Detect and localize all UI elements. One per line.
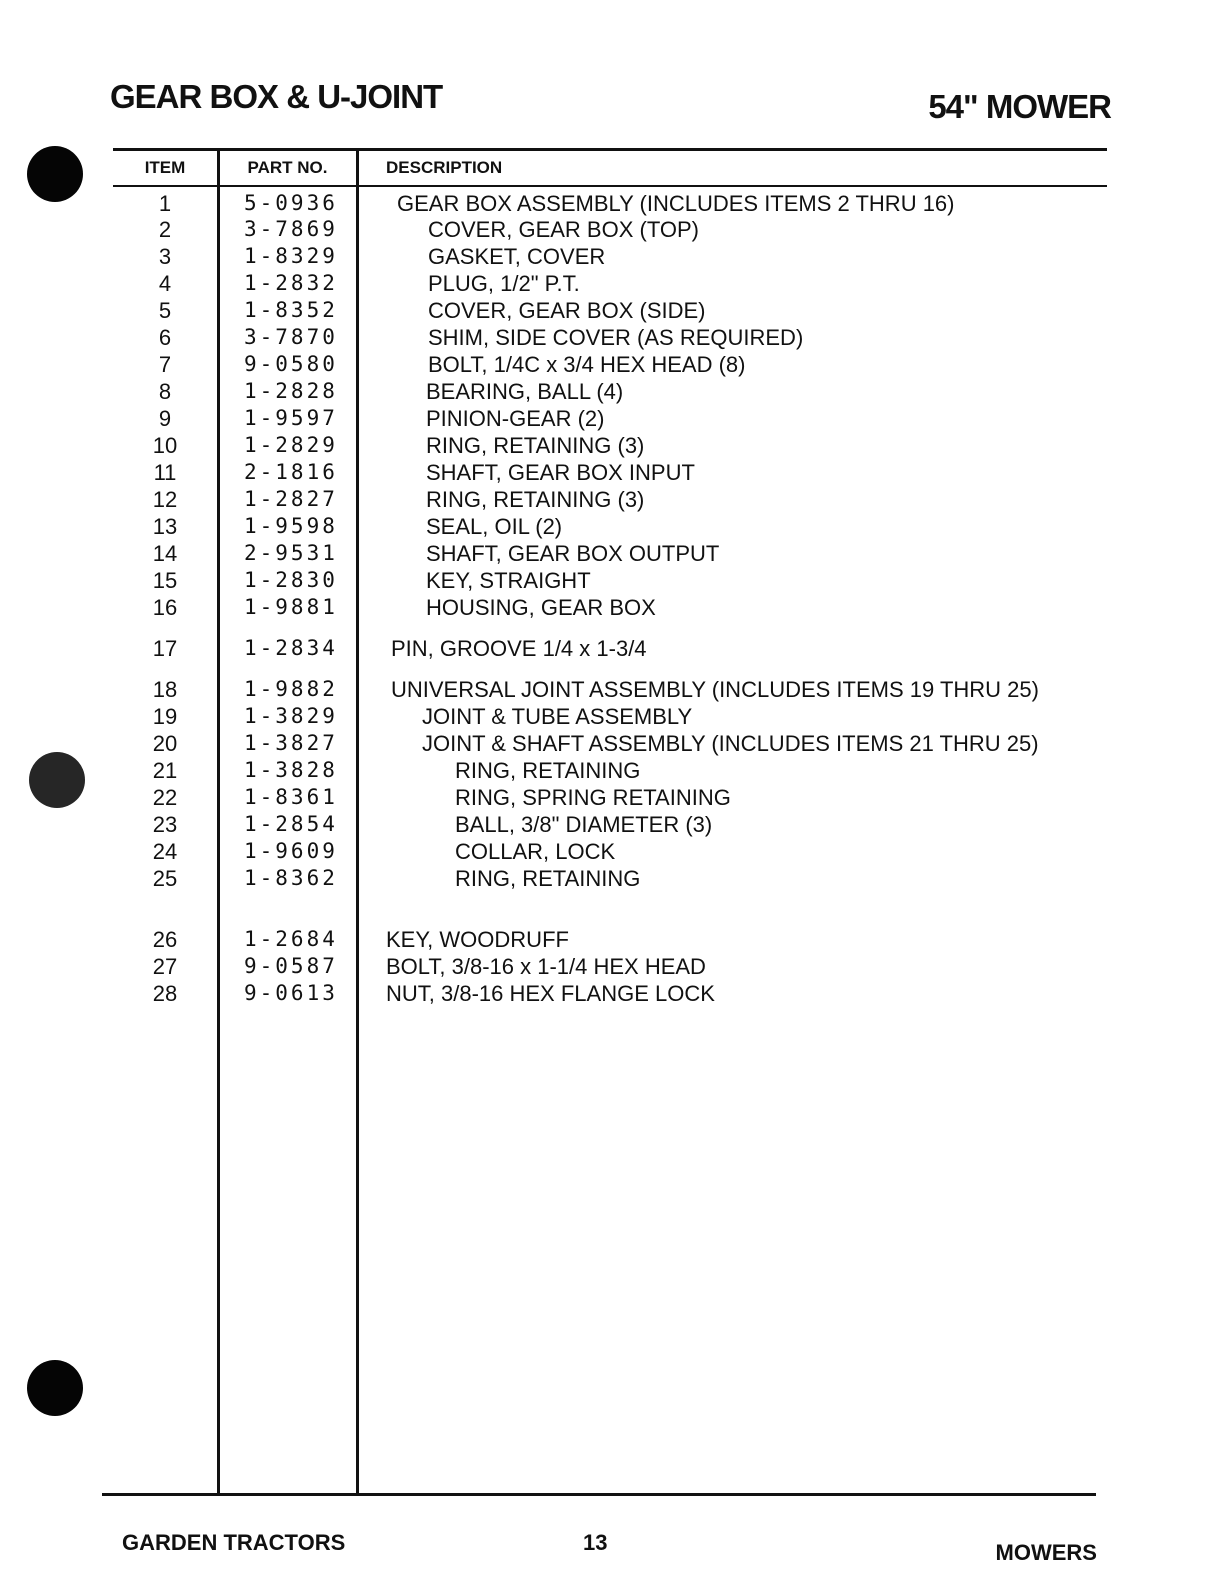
item-number: 3: [158, 244, 172, 269]
part-description: PIN, GROOVE 1/4 x 1-3/4: [391, 636, 647, 661]
part-description: UNIVERSAL JOINT ASSEMBLY (INCLUDES ITEMS 19 THRU 25): [391, 677, 1039, 702]
item-number: 2: [158, 217, 172, 242]
part-description: BALL, 3/8" DIAMETER (3): [455, 812, 713, 837]
part-number: 1-8329: [244, 244, 338, 268]
item-number: 1: [158, 191, 172, 216]
item-number: 4: [158, 271, 172, 296]
part-description: SHAFT, GEAR BOX OUTPUT: [426, 541, 720, 566]
table-row: [0, 953, 1221, 980]
part-number: 3-7870: [244, 325, 338, 349]
part-number: 1-2854: [244, 812, 338, 836]
item-number: 9: [158, 406, 172, 431]
table-row: [0, 432, 1221, 459]
part-description: BOLT, 1/4C x 3/4 HEX HEAD (8): [428, 352, 746, 377]
part-number: 2-1816: [244, 460, 338, 484]
table-row: [0, 270, 1221, 297]
table-row: [0, 865, 1221, 892]
part-number: 1-2827: [244, 487, 338, 511]
part-number: 1-9882: [244, 677, 338, 701]
item-number: 23: [152, 812, 178, 837]
part-description: SEAL, OIL (2): [426, 514, 563, 539]
part-description: BOLT, 3/8-16 x 1-1/4 HEX HEAD: [386, 954, 706, 979]
part-description: COVER, GEAR BOX (SIDE): [428, 298, 706, 323]
item-number: 24: [152, 839, 178, 864]
part-number: 1-3828: [244, 758, 338, 782]
part-description: JOINT & SHAFT ASSEMBLY (INCLUDES ITEMS 21 THRU 25): [422, 731, 1039, 756]
table-row: [0, 635, 1221, 662]
part-description: BEARING, BALL (4): [426, 379, 624, 404]
item-number: 27: [152, 954, 178, 979]
part-number: 1-3827: [244, 731, 338, 755]
item-number: 26: [152, 927, 178, 952]
table-row: [0, 486, 1221, 513]
part-description: SHIM, SIDE COVER (AS REQUIRED): [428, 325, 804, 350]
item-number: 28: [152, 981, 178, 1006]
table-row: [0, 784, 1221, 811]
table-row: [0, 297, 1221, 324]
table-row: [0, 243, 1221, 270]
part-number: 1-3829: [244, 704, 338, 728]
part-number: 1-9598: [244, 514, 338, 538]
footer-category-label: MOWERS: [995, 1540, 1097, 1565]
page-title: GEAR BOX & U-JOINT: [110, 78, 443, 115]
item-number: 7: [158, 352, 172, 377]
part-description: COVER, GEAR BOX (TOP): [428, 217, 699, 242]
part-number: 1-2684: [244, 927, 338, 951]
part-description: KEY, WOODRUFF: [386, 927, 569, 952]
table-row: [0, 594, 1221, 621]
part-number: 9-0580: [244, 352, 338, 376]
part-number: 1-8362: [244, 866, 338, 890]
item-number: 6: [158, 325, 172, 350]
part-description: KEY, STRAIGHT: [426, 568, 591, 593]
table-row: [0, 676, 1221, 703]
table-row: [0, 216, 1221, 243]
column-header-part-no: PART NO.: [247, 158, 328, 177]
part-number: 5-0936: [244, 191, 338, 215]
page-number: 13: [583, 1530, 608, 1555]
part-number: 1-9597: [244, 406, 338, 430]
item-number: 25: [152, 866, 178, 891]
item-number: 12: [152, 487, 178, 512]
footer-section-label: GARDEN TRACTORS: [122, 1530, 346, 1555]
part-number: 1-9609: [244, 839, 338, 863]
table-row: [0, 980, 1221, 1007]
part-description: GEAR BOX ASSEMBLY (INCLUDES ITEMS 2 THRU 16): [397, 191, 955, 216]
item-number: 15: [152, 568, 178, 593]
item-number: 20: [152, 731, 178, 756]
table-row: [0, 757, 1221, 784]
table-row: [0, 513, 1221, 540]
table-row: [0, 540, 1221, 567]
table-row: [0, 811, 1221, 838]
table-row: [0, 324, 1221, 351]
table-header-rule: [113, 185, 1107, 187]
table-row: [0, 378, 1221, 405]
part-description: RING, RETAINING: [455, 758, 641, 783]
item-number: 17: [152, 636, 178, 661]
part-description: COLLAR, LOCK: [455, 839, 616, 864]
part-description: NUT, 3/8-16 HEX FLANGE LOCK: [386, 981, 715, 1006]
part-number: 1-9881: [244, 595, 338, 619]
item-number: 5: [158, 298, 172, 323]
column-header-item: ITEM: [144, 158, 186, 177]
part-number: 1-2830: [244, 568, 338, 592]
part-number: 1-8352: [244, 298, 338, 322]
table-row: [0, 703, 1221, 730]
item-number: 13: [152, 514, 178, 539]
part-number: 9-0587: [244, 954, 338, 978]
part-description: PINION-GEAR (2): [426, 406, 605, 431]
item-number: 11: [153, 460, 177, 485]
item-number: 14: [152, 541, 178, 566]
part-description: RING, SPRING RETAINING: [455, 785, 731, 810]
part-description: RING, RETAINING: [455, 866, 641, 891]
part-number: 9-0613: [244, 981, 338, 1005]
part-description: RING, RETAINING (3): [426, 487, 645, 512]
part-description: JOINT & TUBE ASSEMBLY: [422, 704, 693, 729]
column-header-description: DESCRIPTION: [386, 158, 503, 177]
part-description: SHAFT, GEAR BOX INPUT: [426, 460, 695, 485]
table-row: [0, 838, 1221, 865]
part-description: GASKET, COVER: [428, 244, 606, 269]
part-number: 1-8361: [244, 785, 338, 809]
item-number: 21: [152, 758, 178, 783]
item-number: 18: [152, 677, 178, 702]
mower-model-title: 54ʺ MOWER: [928, 88, 1111, 125]
part-description: HOUSING, GEAR BOX: [426, 595, 656, 620]
part-number: 2-9531: [244, 541, 338, 565]
table-row: [0, 730, 1221, 757]
item-number: 10: [152, 433, 178, 458]
table-bottom-rule: [102, 1493, 1096, 1496]
item-number: 19: [152, 704, 178, 729]
table-row: [0, 459, 1221, 486]
part-number: 1-2834: [244, 636, 338, 660]
part-number: 3-7869: [244, 217, 338, 241]
part-number: 1-2829: [244, 433, 338, 457]
table-row: [0, 405, 1221, 432]
item-number: 22: [152, 785, 178, 810]
part-number: 1-2832: [244, 271, 338, 295]
item-number: 8: [158, 379, 172, 404]
part-description: PLUG, 1/2" P.T.: [428, 271, 580, 296]
item-number: 16: [152, 595, 178, 620]
table-row: [0, 190, 1221, 217]
table-row: [0, 926, 1221, 953]
table-row: [0, 351, 1221, 378]
table-row: [0, 567, 1221, 594]
part-number: 1-2828: [244, 379, 338, 403]
binder-hole-bottom: [27, 1360, 83, 1416]
part-description: RING, RETAINING (3): [426, 433, 645, 458]
